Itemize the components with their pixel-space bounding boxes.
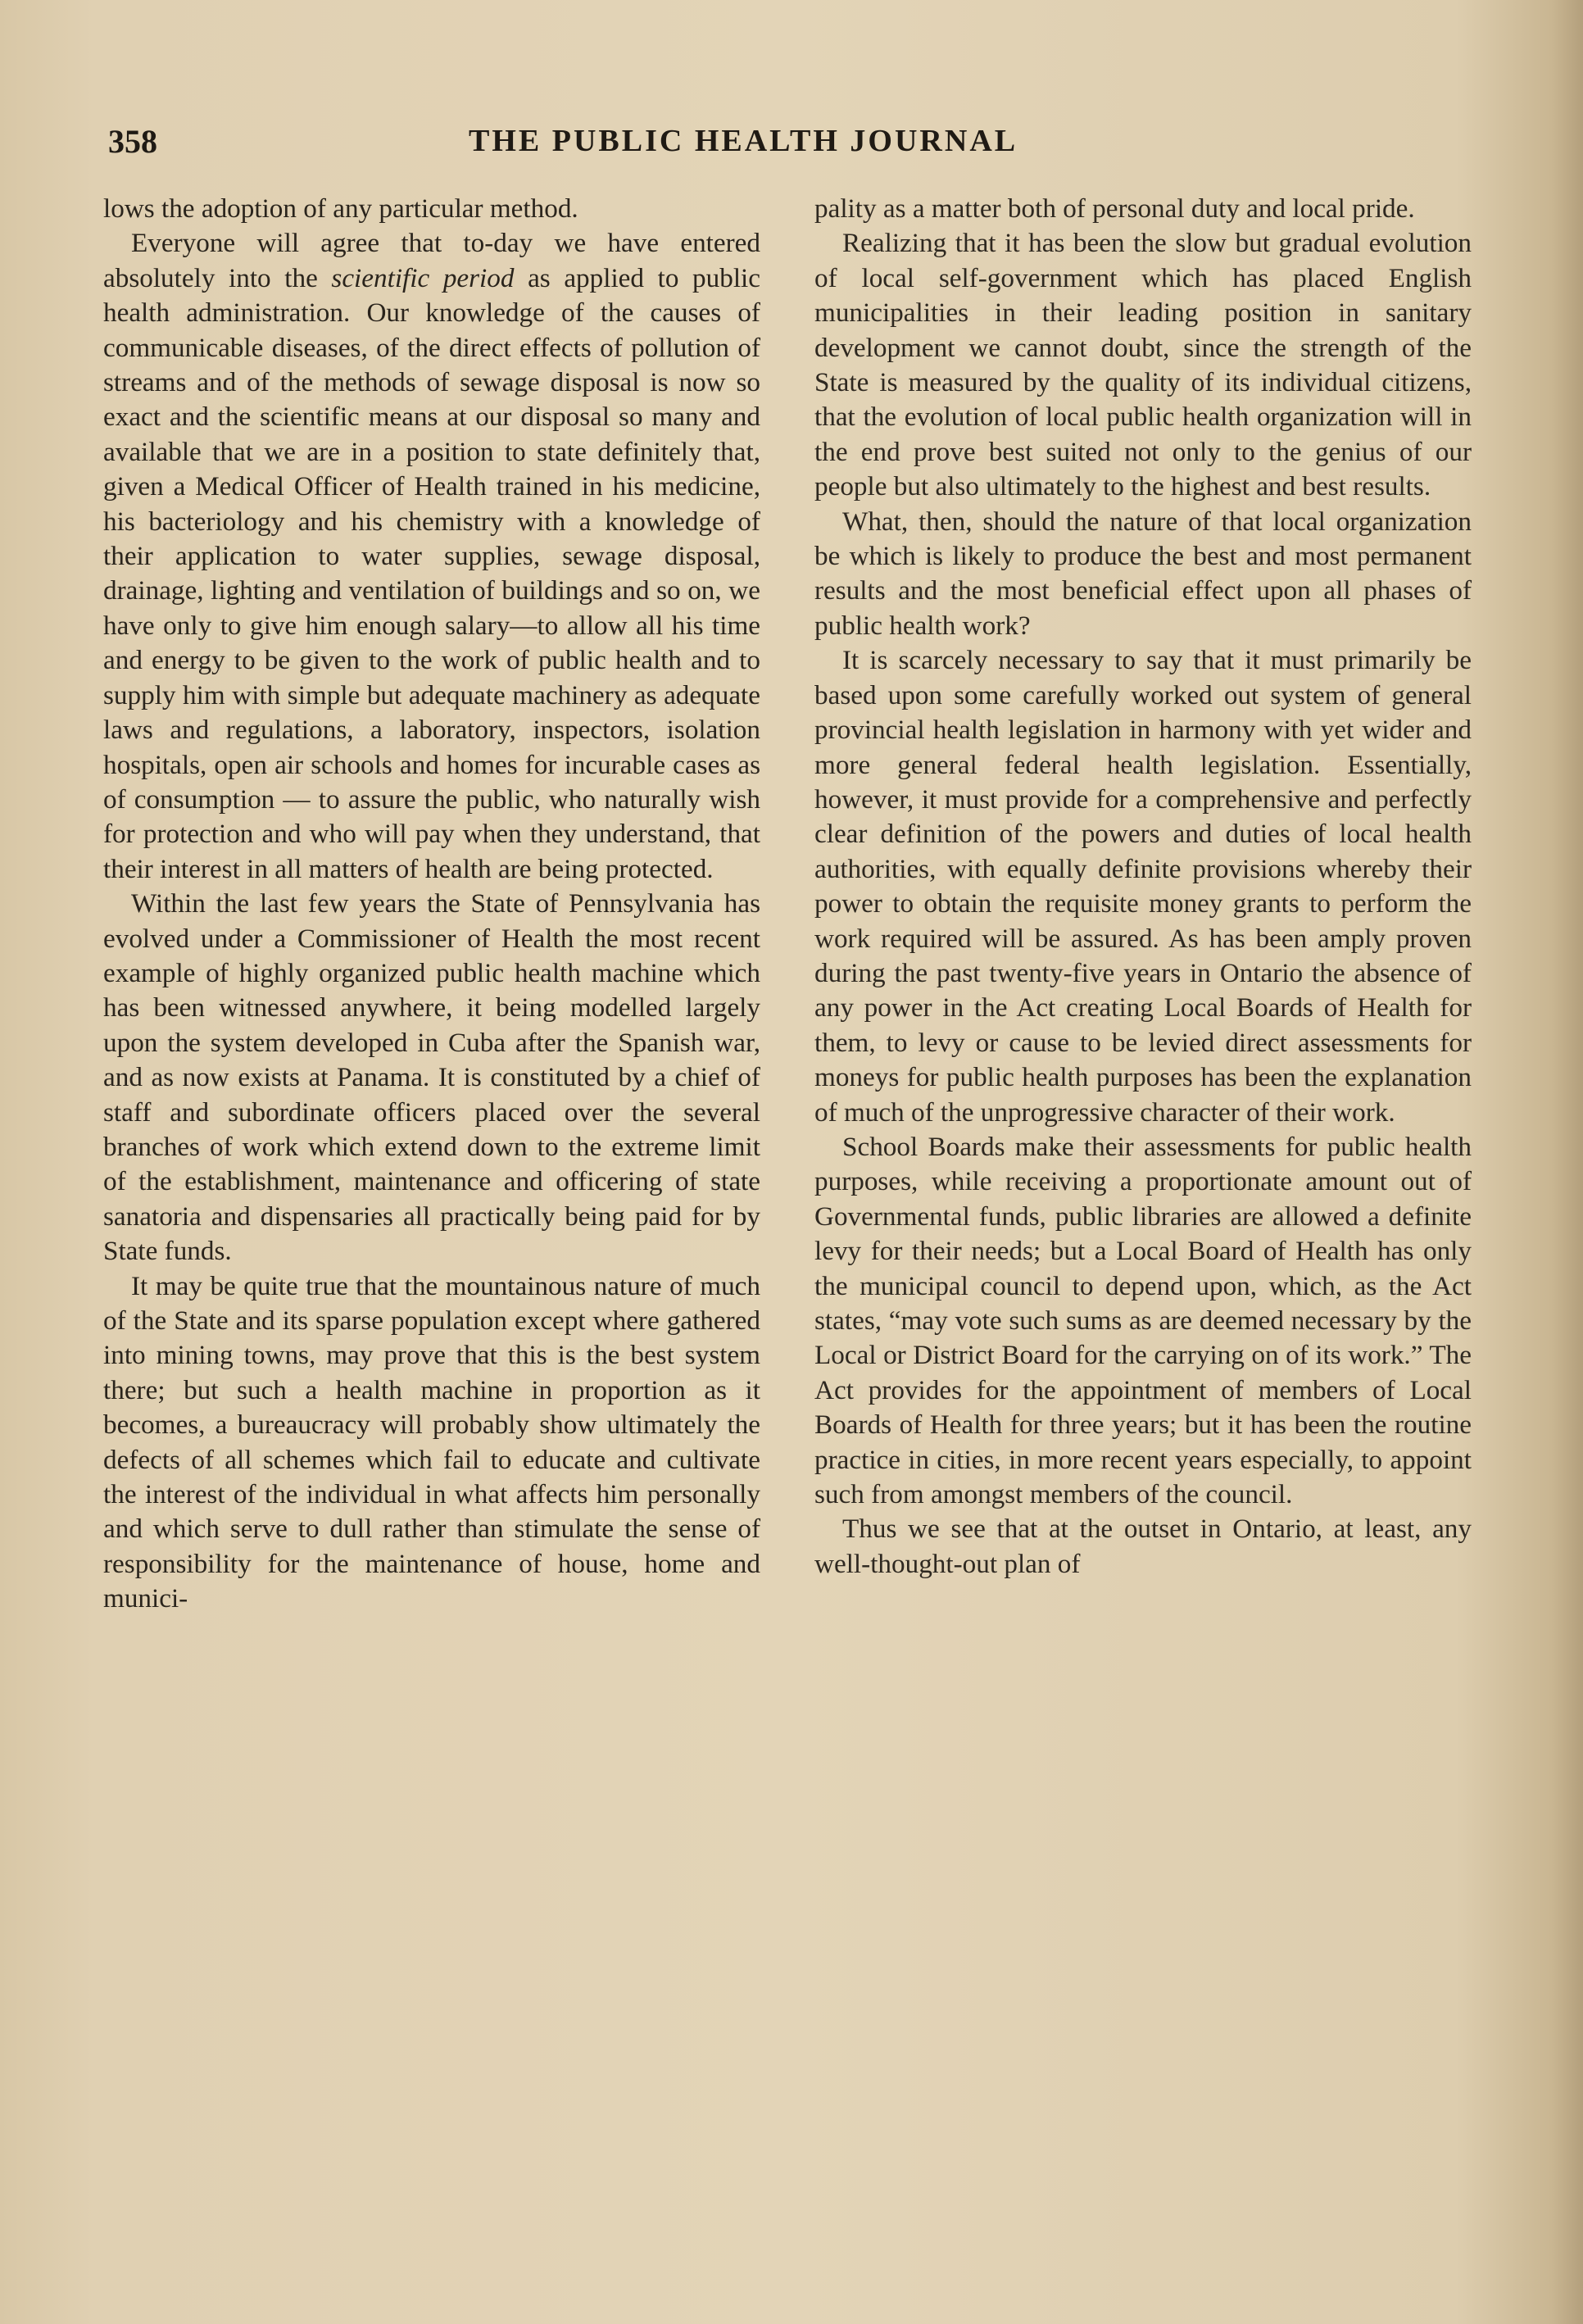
paragraph: lows the adoption of any particular method. (103, 193, 578, 224)
page-number: 358 (108, 122, 157, 160)
paragraph: Realizing that it has been the slow but gradual evolution of local self-government which has placed English municipalities in their leading position in sanitary development we cannot doubt, since the strength of the State is measured by the quality of its individual citizens, that the evolution of local public health organization will in the end prove best suited not only to the genius of our people but also ultimately to the highest and best results. (814, 228, 1472, 502)
paragraph: Within the last few years the State of Pennsylvania has evolved under a Commissioner of Health the most recent example of highly organized public health machine which has been witnessed anywhere, it being modelled largely upon the system developed in Cuba after the Spanish war, and as now exists at Panama. It is constituted by a chief of staff and subordinate officers placed over the several branches of work which extend down to the extreme limit of the establishment, maintenance and officering of state sanatoria and dispensaries all practically being paid for by State funds. (103, 888, 760, 1267)
paragraph: School Boards make their assessments for public health purposes, while receiving a proportionate amount out of Governmental funds, public libraries are allowed a definite levy for their needs; but a Local Board of Health has only the municipal council to depend upon, which, as the Act states, “may vote such sums as are deemed necessary by the Local or District Board for the carrying on of its work.” The Act provides for the appointment of members of Local Boards of Health for three years; but it has been the routine practice in cities, in more recent years especially, to appoint such from amongst members of the council. (814, 1131, 1472, 1510)
paragraph: It may be quite true that the mountainous nature of much of the State and its sparse population except where gathered into mining towns, may prove that this is the best system there; but such a health machine in proportion as it becomes, a bureaucracy will probably show ultimately the defects of all schemes which fail to educate and cultivate the interest of the individual in what affects him personally and which serve to dull rather than stimulate the sense of responsibility for the maintenance of house, home and munici- (103, 1270, 760, 1614)
paragraph-text: Everyone will agree that to-day we have entered absolutely into the (103, 228, 760, 293)
italic-term: scientific period (331, 262, 515, 293)
paragraph: Thus we see that at the outset in Ontario, at least, any well-thought-out plan of (814, 1514, 1472, 1579)
left-column (103, 192, 760, 1617)
paragraph: What, then, should the nature of that local organization be which is likely to produce the best and most permanent results and the most beneficial effect upon all phases of public health work? (814, 506, 1472, 641)
paragraph: pality as a matter both of personal duty and local pride. (814, 193, 1415, 224)
running-title: THE PUBLIC HEALTH JOURNAL (469, 124, 1018, 158)
paragraph-text: as applied to public health administration. Our knowledge of the causes of communicable diseases, of the direct effects of pollution of streams and of the methods of sewage disposal is now so exact and the scientific means at our disposal so many and available that we are in a position to state definitely that, given a Medical Officer of Health trained in his medicine, his bacteriology and his chemistry with a knowledge of their application to water supplies, sewage disposal, drainage, lighting and ventilation of buildings and so on, we have only to give him enough salary—to allow all his time and energy to be given to the work of public health and to supply him with simple but adequate machinery as adequate laws and regulations, a laboratory, inspectors, isolation hospitals, open air schools and homes for incurable cases as of consumption — to assure the public, who naturally wish for protection and who will pay when they understand, that their interest in all matters of health are being protected. (103, 262, 760, 884)
paragraph (103, 226, 760, 887)
page-header (108, 120, 1436, 162)
right-column (814, 192, 1472, 1617)
text-columns (103, 192, 1472, 1617)
paragraph: It is scarcely necessary to say that it must primarily be based upon some carefully worked out system of general provincial health legislation in harmony with yet wider and more general federal health legislation. Essentially, however, it must provide for a comprehensive and perfectly clear definition of the powers and duties of local health authorities, with equally definite provisions whereby their power to obtain the requisite money grants to perform the work required will be assured. As has been amply proven during the past twenty-five years in Ontario the absence of any power in the Act creating Local Boards of Health for them, to levy or cause to be levied direct assessments for moneys for public health purposes has been the explanation of much of the unprogressive character of their work. (814, 645, 1472, 1128)
